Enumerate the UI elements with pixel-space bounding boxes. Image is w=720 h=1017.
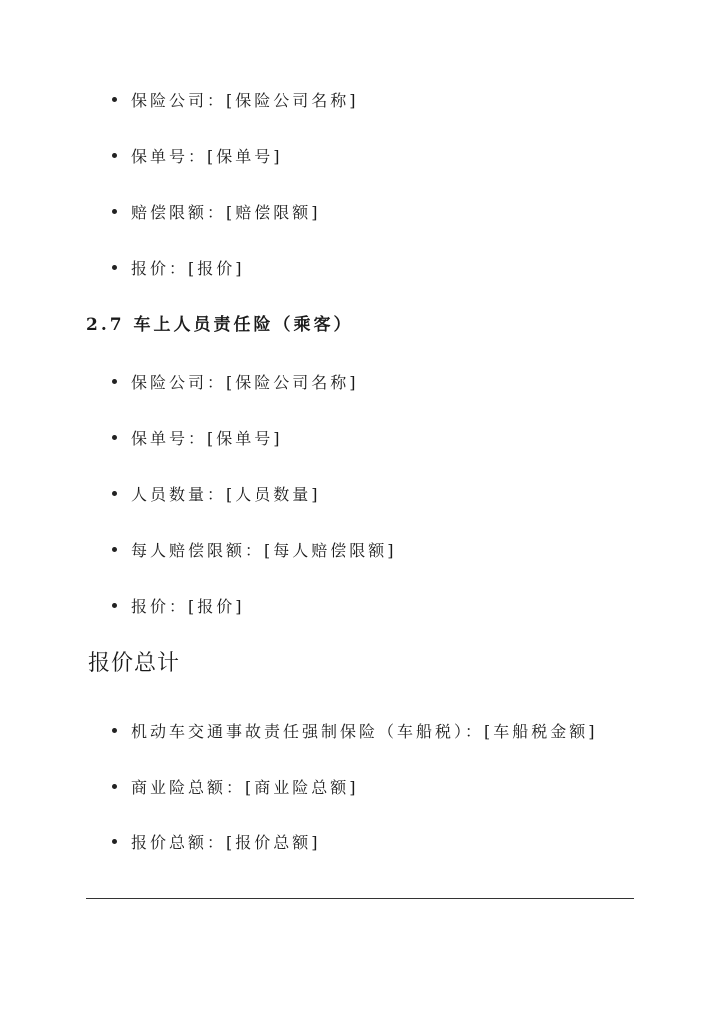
list-item-text: 保险公司：[保险公司名称]: [131, 372, 359, 392]
bullet-icon: [112, 839, 117, 844]
section-heading: 2.7 车上人员责任险（乘客）: [86, 315, 354, 335]
bullet-icon: [112, 435, 117, 440]
list-item: [112, 537, 397, 561]
list-item-text: 保险公司：[保险公司名称]: [131, 90, 359, 110]
list-item-text: 商业险总额：[商业险总额]: [131, 777, 359, 797]
bullet-icon: [112, 547, 117, 552]
bullet-icon: [112, 379, 117, 384]
list-item: [112, 255, 245, 279]
bullet-icon: [112, 728, 117, 733]
list-item-text: 人员数量：[人员数量]: [131, 484, 321, 504]
list-item: [112, 481, 321, 505]
list-item-text: 保单号：[保单号]: [131, 146, 283, 166]
bullet-icon: [112, 209, 117, 214]
horizontal-divider: [86, 898, 634, 899]
list-item-text: 机动车交通事故责任强制保险（车船税）：[车船税金额]: [131, 721, 598, 741]
bullet-icon: [112, 784, 117, 789]
list-item: [112, 87, 359, 111]
list-item-text: 保单号：[保单号]: [131, 428, 283, 448]
list-item-text: 报价：[报价]: [131, 596, 245, 616]
bullet-icon: [112, 97, 117, 102]
bullet-icon: [112, 265, 117, 270]
list-item: [112, 829, 321, 853]
list-item: [112, 199, 321, 223]
list-item: [112, 593, 245, 617]
list-item: [112, 774, 359, 798]
bullet-icon: [112, 603, 117, 608]
list-item: [112, 425, 283, 449]
list-item-text: 报价总额：[报价总额]: [131, 832, 321, 852]
bullet-icon: [112, 491, 117, 496]
page-heading: 报价总计: [88, 651, 181, 676]
bullet-icon: [112, 153, 117, 158]
list-item-text: 每人赔偿限额：[每人赔偿限额]: [131, 540, 397, 560]
list-item: [112, 718, 598, 742]
list-item: [112, 369, 359, 393]
list-item-text: 赔偿限额：[赔偿限额]: [131, 202, 321, 222]
list-item-text: 报价：[报价]: [131, 258, 245, 278]
list-item: [112, 143, 283, 167]
